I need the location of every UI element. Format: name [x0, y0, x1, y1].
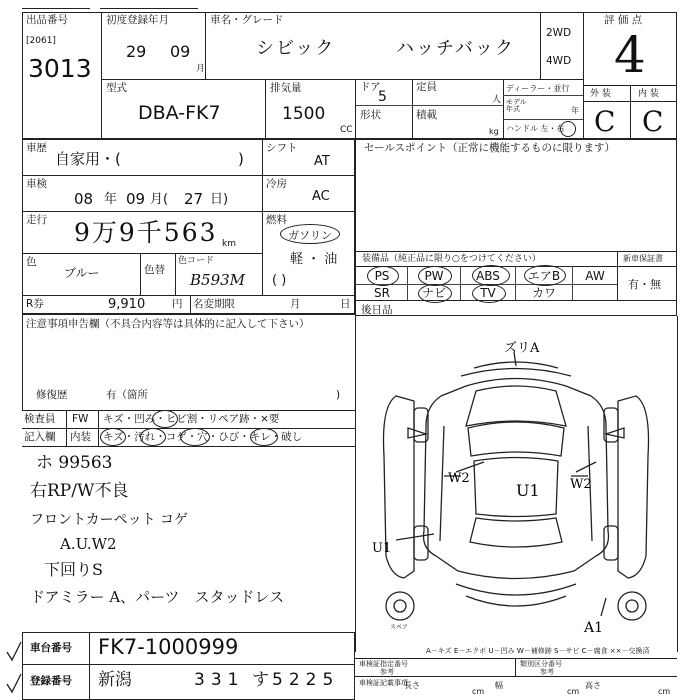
divider — [503, 95, 583, 96]
ac-value: AC — [312, 189, 330, 204]
cert-number-label: 車検証指定番号 — [359, 660, 408, 668]
length-unit: cm — [472, 687, 485, 696]
tax-month: 月 — [290, 298, 301, 310]
divider — [540, 12, 541, 79]
equip-navi-circle — [418, 284, 452, 303]
interior-items: キズ・汚れ・コゲ・穴・ひび・キレ・破し — [103, 431, 303, 443]
capacity-unit: 人 — [492, 95, 502, 105]
inspection-day-unit: 日) — [210, 192, 229, 207]
km-unit: km — [222, 239, 236, 249]
divider — [617, 251, 618, 300]
equip-navi: ナビ — [421, 286, 446, 300]
burn-circle — [180, 428, 210, 446]
fuel-circle — [280, 224, 340, 244]
divider — [66, 410, 67, 446]
divider — [503, 119, 583, 120]
first-registration-year: 29 — [126, 42, 147, 61]
model-year-label: モデル 年式 — [506, 98, 527, 113]
divider — [22, 253, 262, 254]
divider — [355, 300, 677, 301]
note-line-6: ドアミラー A、パーツ スタッドレス — [30, 588, 285, 606]
score-label: 評 価 点 — [604, 14, 643, 26]
capacity-label: 定員 — [416, 81, 437, 93]
repair-history-label: 修復歴 — [36, 389, 68, 401]
divider — [583, 101, 677, 102]
yen-unit: 円 — [172, 298, 183, 310]
shift-value: AT — [314, 154, 330, 169]
lot-sub-code: [2061] — [26, 36, 56, 46]
crack-circle — [250, 428, 278, 446]
fuel-option: 軽 ・ 油 — [290, 252, 338, 267]
divider — [503, 79, 504, 139]
plate-label: 登録番号 — [30, 675, 72, 687]
kg-unit: kg — [489, 127, 499, 136]
history-value: 自家用・( — [55, 150, 121, 168]
equip-pw: PW — [424, 269, 444, 283]
exterior-label: 外 装 — [590, 89, 611, 99]
plate-region: 新潟 — [98, 670, 132, 690]
fw-items: キズ・凹み・ヒビ割・リペア跡・×要 — [103, 413, 280, 425]
divider — [355, 658, 677, 659]
fuel-paren: ( ) — [272, 273, 287, 288]
grade: ハッチバック — [396, 38, 515, 59]
equip-tv: TV — [480, 286, 496, 300]
plate-class: 331 — [194, 670, 245, 690]
divider — [22, 211, 262, 212]
recycle-value: 9,910 — [108, 297, 146, 312]
inspection-day: 27 — [184, 190, 204, 208]
history-label: 車歴 — [26, 142, 47, 154]
sales-point-label: セールスポイント（正常に機能するものに限ります） — [364, 142, 616, 154]
fuel-value: ガソリン — [288, 229, 332, 242]
width-unit: cm — [567, 687, 580, 696]
warranty-label: 新車保証書 — [623, 254, 663, 263]
warranty-value: 有・無 — [628, 278, 661, 291]
drive-2wd: 2WD — [546, 27, 572, 39]
ac-label: 冷房 — [266, 178, 287, 190]
displacement-value: 1500 — [282, 104, 326, 124]
diagram-note-bottom: A1 — [584, 620, 604, 636]
equip-abs: ABS — [476, 269, 500, 283]
divider — [101, 79, 583, 80]
divider — [583, 85, 677, 86]
color-change-label: 色替 — [144, 264, 165, 276]
tax-deadline-label: 名変期限 — [193, 298, 235, 310]
ref-label-1: 参考 — [380, 668, 394, 676]
top-rule — [22, 8, 90, 9]
fuel-label: 燃料 — [266, 214, 287, 226]
note-line-3: フロントカーペット コゲ — [30, 512, 189, 528]
spare-label: スペア — [390, 624, 409, 631]
divider — [677, 316, 678, 652]
equip-sr: SR — [374, 286, 390, 300]
color-value: ブルー — [64, 266, 100, 280]
vin-label: 車台番号 — [30, 642, 72, 654]
divider — [265, 79, 266, 139]
height-unit: cm — [658, 687, 671, 696]
divider — [101, 12, 102, 139]
drive-4wd: 4WD — [546, 55, 572, 67]
note-line-1: ホ 99563 — [36, 453, 113, 473]
inspection-year: 08 — [74, 190, 94, 208]
equip-airbag-circle — [524, 265, 566, 286]
first-registration-month: 09 — [170, 42, 191, 61]
height-label: 高さ — [585, 681, 601, 690]
dirt-circle — [140, 428, 166, 446]
car-name-label: 車名・グレード — [210, 14, 284, 26]
exterior-grade: C — [594, 105, 616, 138]
divider — [355, 79, 356, 139]
diagram-note-top: ズリA — [504, 341, 540, 356]
load-label: 積載 — [416, 109, 437, 121]
inspection-month-unit: 月( — [150, 192, 169, 207]
history-close: ) — [238, 150, 244, 168]
divider — [355, 266, 677, 267]
scratch-circle — [100, 428, 126, 446]
equip-tv-circle — [472, 284, 506, 303]
car-name: シビック — [256, 38, 336, 59]
diagram-note-center: U1 — [516, 481, 540, 500]
score-value: 4 — [614, 26, 646, 84]
dent-circle — [152, 410, 178, 428]
doors-label: ドア — [360, 81, 381, 93]
damage-legend: A－キズ E－エクボ U－凹み W－補修跡 S－サビ C－腐食 ××－交換済 — [426, 647, 650, 655]
displacement-label: 排気量 — [270, 82, 302, 94]
fw-label: FW — [72, 413, 89, 425]
lot-number: 3013 — [28, 54, 92, 83]
repair-history-close: ) — [336, 389, 341, 401]
equip-airbag: エアB — [527, 269, 561, 283]
width-label: 幅 — [495, 681, 503, 690]
repair-history-value: 有（箇所 — [106, 389, 148, 401]
divider — [22, 175, 355, 176]
equip-aw: AW — [585, 269, 605, 283]
top-rule — [100, 8, 198, 9]
plate-number: 5225 — [272, 670, 340, 690]
inspection-label: 車検 — [26, 178, 47, 190]
tax-day: 日 — [340, 298, 351, 310]
diagram-note-left-w: W2 — [448, 471, 470, 486]
recycle-label: R券 — [26, 298, 44, 310]
mileage-label: 走行 — [26, 214, 47, 226]
dealer-label: ディーラー・並行 — [506, 84, 570, 93]
lot-number-label: 出品番号 — [26, 14, 68, 26]
divider — [22, 664, 355, 665]
ref-label-2: 参考 — [540, 668, 554, 676]
shift-label: シフト — [266, 142, 298, 154]
cc-unit: CC — [340, 125, 353, 135]
doors-value: 5 — [378, 89, 387, 105]
divider — [583, 12, 584, 139]
divider — [515, 658, 516, 676]
equipment-label: 装備品（純正品に限り○をつけてください） — [362, 254, 541, 264]
divider — [630, 85, 631, 139]
class-number-label: 類別区分番号 — [520, 660, 562, 668]
interior-grade: C — [642, 105, 664, 138]
divider — [355, 676, 677, 677]
color-code-value: B593M — [190, 271, 246, 289]
equip-leather: カワ — [531, 286, 556, 300]
plate-kana: す — [252, 670, 269, 690]
diagram-note-left-u: U1 — [372, 541, 392, 556]
divider — [22, 314, 355, 315]
vin-value: FK7-1000999 — [98, 635, 239, 659]
note-line-5: 下回りS — [44, 560, 103, 579]
divider — [262, 139, 263, 295]
first-registration-label: 初度登録年月 — [106, 14, 169, 26]
diagram-note-right-w: W2 — [570, 477, 592, 492]
check-marks — [4, 640, 24, 700]
interior-label: 内装 — [70, 431, 91, 443]
divider — [412, 79, 413, 139]
divider — [22, 314, 23, 410]
interior-label: 内 装 — [638, 89, 659, 99]
divider — [190, 295, 191, 314]
divider — [89, 632, 90, 700]
divider — [22, 295, 355, 296]
equip-abs-circle — [472, 265, 510, 286]
equip-ps-circle — [367, 266, 399, 286]
type-label: 型式 — [106, 82, 127, 94]
year-unit: 年 — [571, 106, 579, 115]
inspection-year-unit: 年 — [104, 192, 118, 207]
divider — [22, 410, 355, 411]
color-code-label: 色コード — [178, 256, 215, 266]
divider — [140, 253, 141, 295]
body-shape-label: 形状 — [360, 109, 381, 121]
car-diagram — [356, 316, 676, 656]
record-label: 記入欄 — [24, 431, 56, 443]
later-items-label: 後日品 — [361, 304, 393, 316]
cert-items-label: 車検証記載事項 — [359, 679, 408, 687]
divider — [262, 211, 355, 212]
mileage-value: 9万9千563 — [74, 218, 218, 247]
notes-title: 注意事項申告欄（不具合内容等は具体的に記入して下さい） — [26, 318, 310, 330]
equip-pw-circle — [418, 266, 452, 286]
right-handle-circle — [560, 121, 576, 137]
equip-ps: PS — [374, 269, 390, 283]
inspection-month: 09 — [126, 190, 146, 208]
divider — [355, 105, 503, 106]
divider — [205, 12, 206, 79]
length-label: 長さ — [404, 681, 420, 690]
handle-label: ハンドル 左・右 — [506, 124, 565, 133]
type-value: DBA-FK7 — [138, 102, 221, 124]
note-line-4: A.U.W2 — [60, 535, 117, 553]
inspector-label: 検査員 — [24, 413, 56, 425]
divider — [355, 251, 677, 252]
divider — [22, 446, 355, 447]
note-line-2: 右RP/W不良 — [30, 481, 129, 501]
color-label: 色 — [26, 256, 37, 268]
divider — [175, 253, 176, 295]
divider — [98, 410, 99, 446]
month-unit: 月 — [196, 64, 206, 74]
